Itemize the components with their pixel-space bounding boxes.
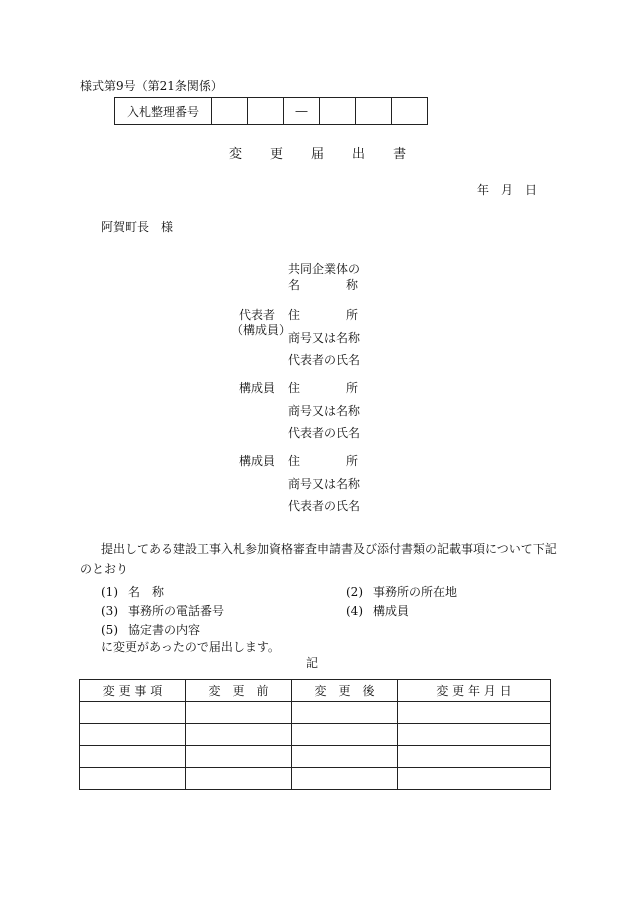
jv-name-label-line2: 名 称 [288, 278, 358, 292]
table-cell[interactable] [186, 702, 292, 724]
change-table-header [80, 680, 551, 702]
table-cell[interactable] [398, 724, 551, 746]
table-cell[interactable] [292, 768, 398, 790]
member2-rep-name-label: 代表者の氏名 [288, 499, 361, 513]
item-5: (5) 協定書の内容 [101, 623, 201, 637]
table-row [80, 768, 551, 790]
representative-label: 代表者 [239, 308, 276, 322]
entry-number-label: 入札整理番号 [115, 98, 212, 125]
header-change-date: 変 更 年 月 日 [398, 680, 551, 702]
member2-address-label: 住 所 [288, 454, 358, 468]
table-row [80, 746, 551, 768]
table-cell[interactable] [186, 724, 292, 746]
table-row [80, 702, 551, 724]
table-row [80, 724, 551, 746]
table-cell[interactable] [292, 702, 398, 724]
member2-trade-name-label: 商号又は名称 [288, 477, 361, 491]
member1-trade-name-label: 商号又は名称 [288, 404, 361, 418]
table-cell[interactable] [398, 746, 551, 768]
closing-statement: に変更があったので届出します。 [101, 640, 280, 654]
table-cell[interactable] [186, 768, 292, 790]
item-2: (2) 事務所の所在地 [346, 585, 458, 599]
entry-number-box-4[interactable] [356, 98, 392, 125]
item-1: (1) 名 称 [101, 585, 165, 599]
table-cell[interactable] [398, 768, 551, 790]
entry-number-separator: ― [284, 98, 320, 125]
header-after: 変 更 後 [292, 680, 398, 702]
item-4: (4) 構成員 [346, 604, 410, 618]
representative-address-label: 住 所 [288, 308, 358, 322]
document-title: 変 更 届 出 書 [229, 147, 407, 162]
item-3: (3) 事務所の電話番号 [101, 604, 225, 618]
jv-name-label-line1: 共同企業体の [288, 262, 361, 276]
representative-sublabel: （構成員） [231, 323, 292, 337]
table-cell[interactable] [80, 768, 186, 790]
table-cell[interactable] [292, 746, 398, 768]
table-cell[interactable] [80, 746, 186, 768]
date-line: 年 月 日 [477, 183, 538, 197]
header-before: 変 更 前 [186, 680, 292, 702]
entry-number-box-5[interactable] [392, 98, 428, 125]
representative-trade-name-label: 商号又は名称 [288, 331, 361, 345]
table-cell[interactable] [398, 702, 551, 724]
table-cell[interactable] [186, 746, 292, 768]
entry-number-box-2[interactable] [248, 98, 284, 125]
entry-number-box-3[interactable] [320, 98, 356, 125]
member1-address-label: 住 所 [288, 381, 358, 395]
statement-line2: のとおり [80, 562, 129, 576]
ki-heading: 記 [306, 656, 319, 670]
statement-line1: 提出してある建設工事入札参加資格審査申請書及び添付書類の記載事項について下記 [101, 542, 557, 556]
representative-rep-name-label: 代表者の氏名 [288, 353, 361, 367]
header-change-item: 変 更 事 項 [80, 680, 186, 702]
change-table [79, 679, 551, 790]
member1-rep-name-label: 代表者の氏名 [288, 426, 361, 440]
member1-label: 構成員 [239, 381, 276, 395]
table-cell[interactable] [292, 724, 398, 746]
entry-number-box-1[interactable] [212, 98, 248, 125]
form-number: 様式第9号（第21条関係） [80, 79, 223, 93]
addressee: 阿賀町長 様 [101, 220, 174, 234]
entry-number-table [114, 97, 428, 125]
table-cell[interactable] [80, 702, 186, 724]
table-cell[interactable] [80, 724, 186, 746]
member2-label: 構成員 [239, 454, 276, 468]
